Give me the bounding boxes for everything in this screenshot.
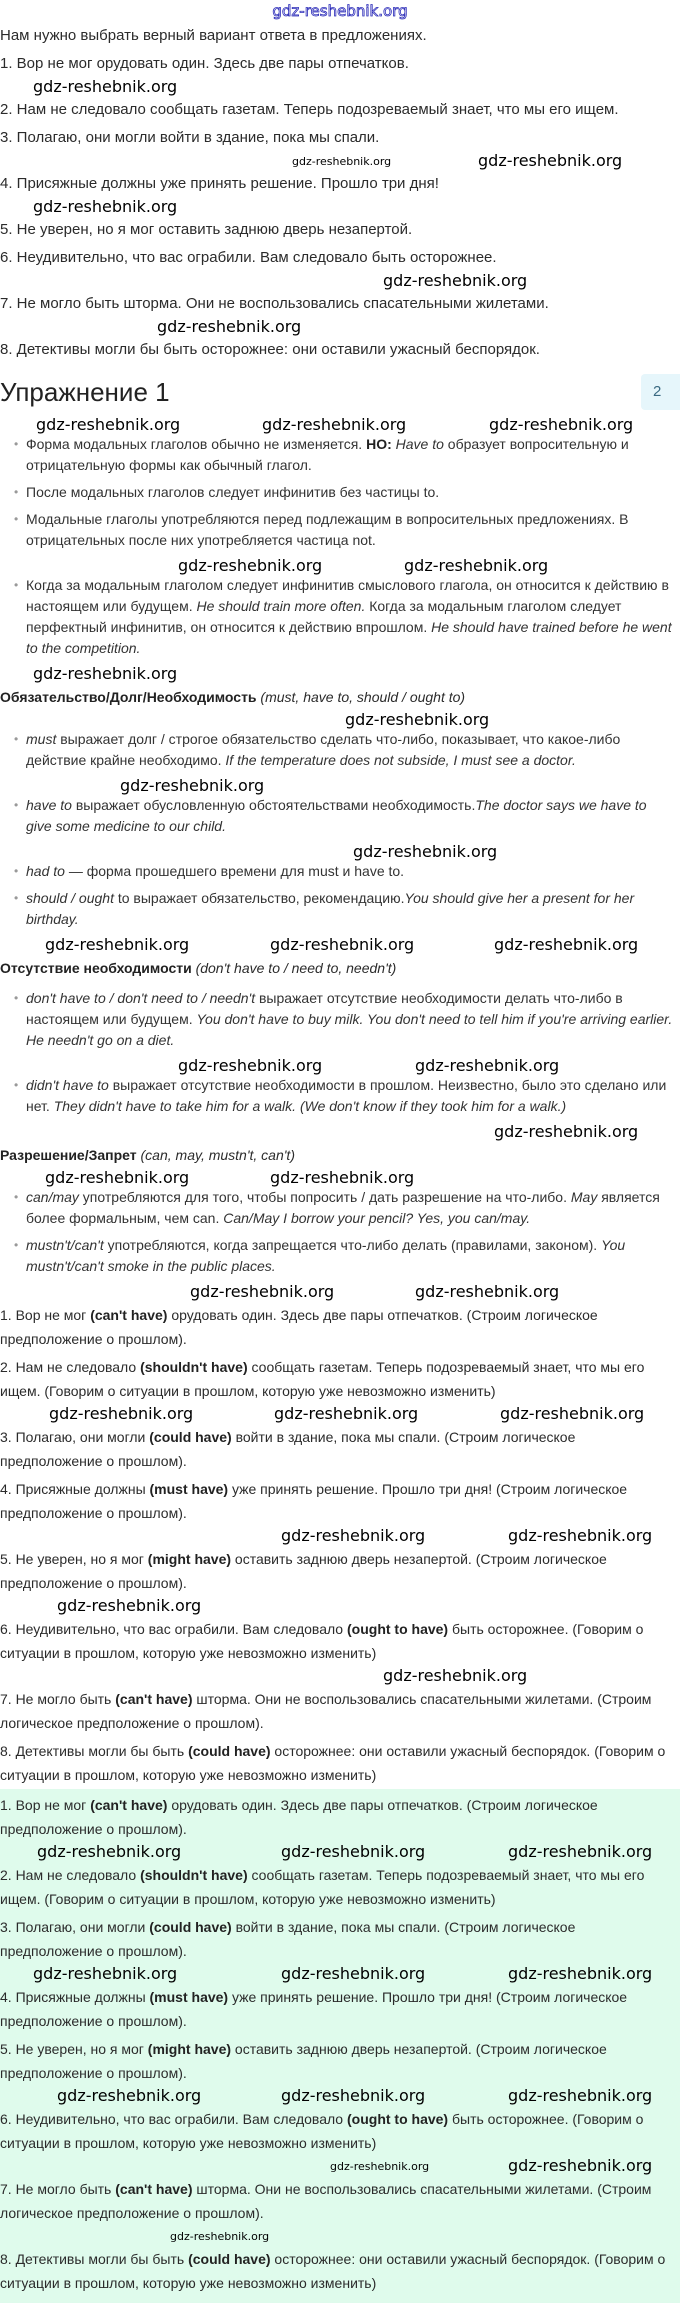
watermark-text: gdz-reshebnik.org bbox=[508, 1842, 653, 1861]
watermark-row bbox=[0, 936, 680, 954]
watermark-text: gdz-reshebnik.org bbox=[170, 2230, 270, 2243]
watermark-text: gdz-reshebnik.org bbox=[57, 2086, 202, 2105]
watermark-row bbox=[0, 272, 680, 290]
watermark-text: gdz-reshebnik.org bbox=[33, 77, 178, 96]
rule-item: • have to выражает обусловленную обстоятельствами необходимость.The doctor says we have to give some medicine to our child. bbox=[14, 795, 676, 837]
watermark-row bbox=[0, 1405, 680, 1423]
watermark-text: gdz-reshebnik.org bbox=[281, 1526, 426, 1545]
absence-necessity-list-continued bbox=[0, 1075, 680, 1117]
exercise-header bbox=[0, 372, 680, 416]
answer-item: 7. Не могло быть (can't have) шторма. Они не воспользовались спасательными жилетами. (Строим логическое предположение о прошлом). bbox=[0, 1691, 652, 1731]
highlighted-answer-item: 8. Детективы могли бы быть (could have) осторожнее: они оставили ужасный беспорядок. (Говорим о ситуации в прошлом, которую уже невозможно изменить) bbox=[0, 2251, 666, 2291]
highlighted-answer-item: 5. Не уверен, но я мог (might have) оставить заднюю дверь незапертой. (Строим логическое предположение о прошлом). bbox=[0, 2041, 607, 2081]
watermark-text: gdz-reshebnik.org bbox=[33, 197, 178, 216]
highlighted-answer-item: 7. Не могло быть (can't have) шторма. Они не воспользовались спасательными жилетами. (Строим логическое предположение о прошлом). bbox=[0, 2181, 652, 2221]
watermark-text: gdz-reshebnik.org bbox=[478, 151, 623, 170]
watermark-text: gdz-reshebnik.org bbox=[57, 1596, 202, 1615]
watermark-text: gdz-reshebnik.org bbox=[49, 1404, 194, 1423]
section-heading-permission: Разрешение/Запрет (can, may, mustn't, can't) bbox=[0, 1147, 295, 1163]
section-heading-obligation: Обязательство/Долг/Необходимость (must, have to, should / ought to) bbox=[0, 689, 466, 705]
watermark-row bbox=[0, 2227, 680, 2245]
watermark-text: gdz-reshebnik.org bbox=[508, 2086, 653, 2105]
watermark-text: gdz-reshebnik.org bbox=[353, 842, 498, 861]
watermark-text: gdz-reshebnik.org bbox=[494, 1122, 639, 1141]
section-heading-absence-necessity: Отсутствие необходимости (don't have to / need to, needn't) bbox=[0, 960, 397, 976]
rule-item: • don't have to / don't need to / needn't выражает отсутствие необходимости делать что-либо в настоящем или будущем. You don't have to buy milk. You don't need to tell him if you're arriving earlier. He needn't go on a diet. bbox=[14, 988, 676, 1051]
watermark-text: gdz-reshebnik.org bbox=[383, 1666, 528, 1685]
watermark-text: gdz-reshebnik.org bbox=[415, 1056, 560, 1075]
watermark-text: gdz-reshebnik.org bbox=[270, 1168, 415, 1187]
intro-sentence: 1. Вор не мог орудовать один. Здесь две пары отпечатков. bbox=[0, 55, 409, 72]
highlighted-answer-item: 1. Вор не мог (can't have) орудовать один. Здесь две пары отпечатков. (Строим логическое предположение о прошлом). bbox=[0, 1797, 598, 1837]
answer-item: 1. Вор не мог (can't have) орудовать один. Здесь две пары отпечатков. (Строим логическое предположение о прошлом). bbox=[0, 1307, 598, 1347]
intro-sentence: 2. Нам не следовало сообщать газетам. Теперь подозреваемый знает, что мы его ищем. bbox=[0, 101, 619, 118]
watermark-text: gdz-reshebnik.org bbox=[274, 1404, 419, 1423]
watermark-text: gdz-reshebnik.org bbox=[157, 317, 302, 336]
watermark-text: gdz-reshebnik.org bbox=[281, 1842, 426, 1861]
watermark-text: gdz-reshebnik.org bbox=[120, 776, 265, 795]
watermark-row bbox=[0, 152, 680, 170]
obligation-list bbox=[0, 729, 680, 771]
obligation-list-continued bbox=[0, 861, 680, 930]
rule-item: • had to — форма прошедшего времени для must и have to. bbox=[14, 861, 676, 882]
obligation-list-continued bbox=[0, 795, 680, 837]
watermark-row bbox=[0, 1667, 680, 1685]
highlighted-answer-item: 3. Полагаю, они могли (could have) войти в здание, пока мы спали. (Строим логическое предположение о прошлом). bbox=[0, 1919, 576, 1959]
watermark-text: gdz-reshebnik.org bbox=[508, 2156, 653, 2175]
watermark-row bbox=[0, 1169, 680, 1187]
intro-sentence: 5. Не уверен, но я мог оставить заднюю дверь незапертой. bbox=[0, 221, 413, 238]
watermark-text: gdz-reshebnik.org bbox=[190, 1282, 335, 1301]
watermark-text: gdz-reshebnik.org bbox=[262, 415, 407, 434]
watermark-text: gdz-reshebnik.org bbox=[415, 1282, 560, 1301]
watermark-row bbox=[0, 1283, 680, 1301]
highlighted-answer-item: 4. Присяжные должны (must have) уже принять решение. Прошло три дня! (Строим логическое предположение о прошлом). bbox=[0, 1989, 628, 2029]
rule-item: • didn't have to выражает отсутствие необходимости в прошлом. Неизвестно, было это сделано или нет. They didn't have to take him for a walk. (We don't know if they took him for a walk.) bbox=[14, 1075, 676, 1117]
watermark-text: gdz-reshebnik.org bbox=[345, 710, 490, 729]
watermark-text: gdz-reshebnik.org bbox=[36, 415, 181, 434]
watermark-text: gdz-reshebnik.org bbox=[45, 935, 190, 954]
exercise-title: Упражнение 1 bbox=[0, 377, 170, 407]
watermark-text: gdz-reshebnik.org bbox=[178, 1056, 323, 1075]
watermark-row bbox=[0, 777, 680, 795]
watermark-text: gdz-reshebnik.org bbox=[292, 155, 392, 168]
watermark-text: gdz-reshebnik.org bbox=[330, 2160, 430, 2173]
page-badge-number: 2 bbox=[653, 383, 662, 400]
watermark-text: gdz-reshebnik.org bbox=[270, 935, 415, 954]
intro-sentence: 4. Присяжные должны уже принять решение. Прошло три дня! bbox=[0, 175, 439, 192]
intro-sentence: 8. Детективы могли бы быть осторожнее: они оставили ужасный беспорядок. bbox=[0, 341, 540, 358]
rule-item: • mustn't/can't употребляются, когда запрещается что-либо делать (правилами, законом). You mustn't/can't smoke in the public places. bbox=[14, 1235, 676, 1277]
watermark-row bbox=[0, 1597, 680, 1615]
rule-item: • must выражает долг / строгое обязательство сделать что-либо, показывает, что какое-либо действие крайне необходимо. If the temperature does not subside, I must see a doctor. bbox=[14, 729, 676, 771]
highlighted-answer-item: 6. Неудивительно, что вас ограбили. Вам следовало (ought to have) быть осторожнее. (Говорим о ситуации в прошлом, которую уже невозможно изменить) bbox=[0, 2111, 644, 2151]
watermark-row bbox=[0, 318, 680, 336]
watermark-text: gdz-reshebnik.org bbox=[404, 556, 549, 575]
watermark-row bbox=[0, 198, 680, 216]
rule-item: • should / ought to выражает обязательство, рекомендацию.You should give her a present for her birthday. bbox=[14, 888, 676, 930]
page-badge[interactable] bbox=[641, 374, 680, 410]
watermark-text: gdz-reshebnik.org bbox=[500, 1404, 645, 1423]
watermark-row bbox=[0, 1123, 680, 1141]
answer-item: 3. Полагаю, они могли (could have) войти в здание, пока мы спали. (Строим логическое предположение о прошлом). bbox=[0, 1429, 576, 1469]
watermark-row bbox=[0, 1843, 680, 1861]
rule-item: • После модальных глаголов следует инфинитив без частицы to. bbox=[14, 482, 676, 503]
watermark-text: gdz-reshebnik.org bbox=[33, 664, 178, 683]
intro-sentence: 3. Полагаю, они могли войти в здание, пока мы спали. bbox=[0, 129, 380, 146]
answer-item: 8. Детективы могли бы быть (could have) осторожнее: они оставили ужасный беспорядок. (Говорим о ситуации в прошлом, которую уже невозможно изменить) bbox=[0, 1743, 666, 1783]
watermark-row bbox=[0, 665, 680, 683]
watermark-row bbox=[0, 1965, 680, 1983]
intro-text: Нам нужно выбрать верный вариант ответа в предложениях. bbox=[0, 27, 427, 44]
rule-item: • Форма модальных глаголов обычно не изменяется. НО: Have to образует вопросительную и отрицательную формы как обычный глагол. bbox=[14, 434, 676, 476]
rule-item: • Когда за модальным глаголом следует инфинитив смыслового глагола, он относится к действию в настоящем или будущем. He should train more often. Когда за модальным глаголом следует перфектный инфинитив, он относится к действию впрошлом. He should have trained before he went to the competition. bbox=[14, 575, 676, 659]
rules-list-continued bbox=[0, 575, 680, 659]
watermark-text: gdz-reshebnik.org bbox=[383, 271, 528, 290]
answer-item: 5. Не уверен, но я мог (might have) оставить заднюю дверь незапертой. (Строим логическое предположение о прошлом). bbox=[0, 1551, 607, 1591]
intro-sentence: 6. Неудивительно, что вас ограбили. Вам следовало быть осторожнее. bbox=[0, 249, 497, 266]
watermark-text: gdz-reshebnik.org bbox=[281, 2086, 426, 2105]
absence-necessity-list bbox=[0, 988, 680, 1051]
watermark-row bbox=[0, 843, 680, 861]
watermark-text: gdz-reshebnik.org bbox=[494, 935, 639, 954]
watermark-row bbox=[0, 1527, 680, 1545]
watermark-text: gdz-reshebnik.org bbox=[508, 1964, 653, 1983]
rule-item: • can/may употребляются для того, чтобы попросить / дать разрешение на что-либо. May является более формальным, чем can. Can/May I borrow your pencil? Yes, you can/may. bbox=[14, 1187, 676, 1229]
answer-item: 6. Неудивительно, что вас ограбили. Вам следовало (ought to have) быть осторожнее. (Говорим о ситуации в прошлом, которую уже невозможно изменить) bbox=[0, 1621, 644, 1661]
watermark-text: gdz-reshebnik.org bbox=[489, 415, 634, 434]
site-watermark-header[interactable]: gdz-reshebnik.org bbox=[272, 2, 408, 20]
watermark-row bbox=[0, 416, 680, 434]
watermark-text: gdz-reshebnik.org bbox=[281, 1964, 426, 1983]
watermark-row bbox=[0, 78, 680, 96]
watermark-row bbox=[0, 711, 680, 729]
answer-item: 2. Нам не следовало (shouldn't have) сообщать газетам. Теперь подозреваемый знает, что мы его ищем. (Говорим о ситуации в прошлом, которую уже невозможно изменить) bbox=[0, 1359, 645, 1399]
intro-sentence: 7. Не могло быть шторма. Они не воспользовались спасательными жилетами. bbox=[0, 295, 549, 312]
watermark-row bbox=[0, 2157, 680, 2175]
watermark-row bbox=[0, 2087, 680, 2105]
watermark-text: gdz-reshebnik.org bbox=[45, 1168, 190, 1187]
rules-list bbox=[0, 434, 680, 551]
highlighted-answers bbox=[0, 1789, 680, 2303]
watermark-row bbox=[0, 1057, 680, 1075]
watermark-text: gdz-reshebnik.org bbox=[33, 1964, 178, 1983]
answer-item: 4. Присяжные должны (must have) уже принять решение. Прошло три дня! (Строим логическое предположение о прошлом). bbox=[0, 1481, 628, 1521]
watermark-text: gdz-reshebnik.org bbox=[37, 1842, 182, 1861]
watermark-text: gdz-reshebnik.org bbox=[508, 1526, 653, 1545]
watermark-text: gdz-reshebnik.org bbox=[178, 556, 323, 575]
highlighted-answer-item: 2. Нам не следовало (shouldn't have) сообщать газетам. Теперь подозреваемый знает, что мы его ищем. (Говорим о ситуации в прошлом, которую уже невозможно изменить) bbox=[0, 1867, 645, 1907]
permission-list bbox=[0, 1187, 680, 1277]
rule-item: • Модальные глаголы употребляются перед подлежащим в вопросительных предложениях. В отрицательных после них употребляется частица not. bbox=[14, 509, 676, 551]
watermark-row bbox=[0, 557, 680, 575]
